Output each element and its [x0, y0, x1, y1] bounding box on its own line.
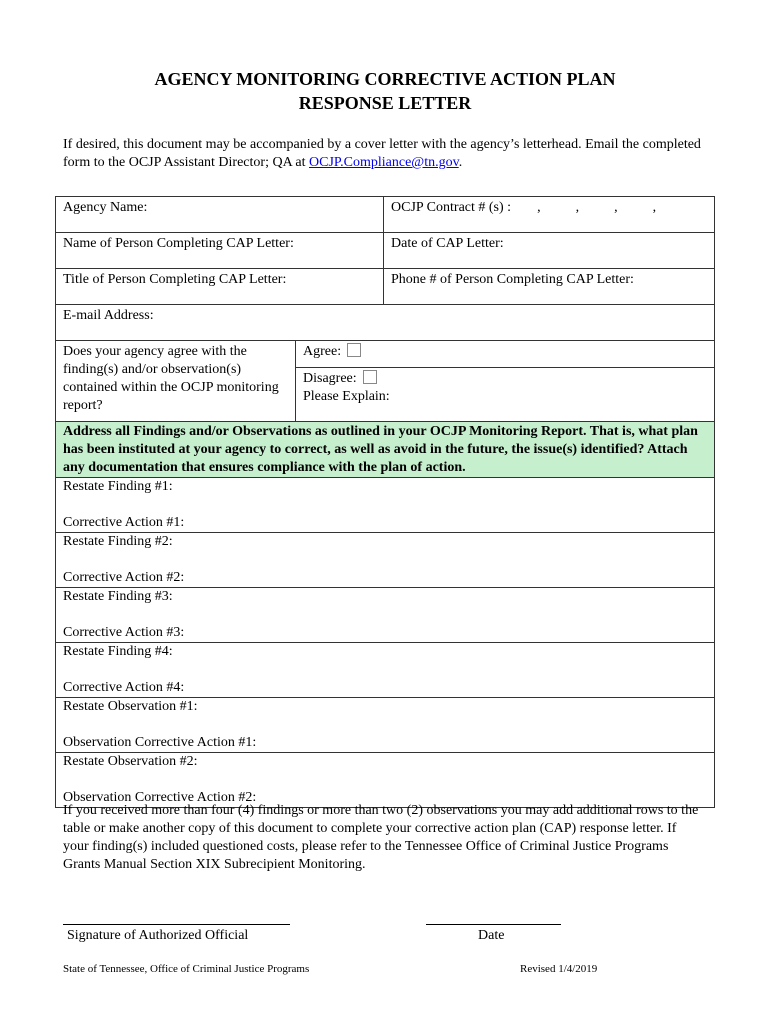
footer-revision: Revised 1/4/2019: [520, 963, 598, 975]
date-label: Date: [478, 928, 505, 943]
date-line[interactable]: [426, 924, 561, 925]
person-title-label: Title of Person Completing CAP Letter:: [63, 272, 287, 287]
cap-date-label: Date of CAP Letter:: [391, 236, 504, 251]
title-line-2: RESPONSE LETTER: [298, 93, 472, 113]
person-name-label: Name of Person Completing CAP Letter:: [63, 236, 294, 251]
disagree-label: Disagree:: [303, 371, 357, 386]
explain-label: Please Explain:: [303, 389, 390, 404]
agree-question: Does your agency agree with the finding(s) and/or observation(s) contained within the OCJP monitoring report?: [56, 341, 296, 422]
compliance-email-link[interactable]: OCJP.Compliance@tn.gov: [309, 155, 459, 170]
intro-text-end: .: [458, 155, 463, 170]
contract-number-field[interactable]: [384, 197, 715, 233]
corrective-action-label: Observation Corrective Action #2:: [63, 790, 257, 805]
restate-label: Restate Finding #2:: [63, 534, 173, 549]
agree-checkbox[interactable]: [347, 343, 361, 357]
corrective-action-label: Observation Corrective Action #1:: [63, 735, 257, 750]
email-address-label: E-mail Address:: [63, 308, 154, 323]
intro-paragraph: [63, 136, 703, 172]
restate-label: Restate Observation #2:: [63, 754, 198, 769]
observation-row[interactable]: [56, 698, 715, 753]
corrective-action-label: Corrective Action #1:: [63, 515, 185, 530]
disagree-option: [296, 368, 715, 422]
corrective-action-label: Corrective Action #2:: [63, 570, 185, 585]
person-title-field[interactable]: [56, 269, 384, 305]
disagree-checkbox[interactable]: [363, 370, 377, 384]
observation-row[interactable]: [56, 753, 715, 808]
person-name-field[interactable]: [56, 233, 384, 269]
finding-row[interactable]: [56, 478, 715, 533]
title-line-1: AGENCY MONITORING CORRECTIVE ACTION PLAN: [154, 69, 616, 89]
intro-text: If desired, this document may be accompanied by a cover letter with the agency’s letterhead. Email the completed form to the OCJP Assistant Director; QA at: [63, 137, 701, 170]
contract-label: OCJP Contract # (s) :: [391, 200, 512, 215]
instructions-banner: Address all Findings and/or Observations as outlined in your OCJP Monitoring Report. That is, what plan has been instituted at your agency to correct, as well as avoid in the future, the issue(s) identified? Attach any documentation that ensures compliance with the plan of action.: [56, 422, 715, 478]
finding-row[interactable]: [56, 588, 715, 643]
footer-agency: State of Tennessee, Office of Criminal Justice Programs: [63, 963, 310, 975]
contract-separators: , , , ,: [537, 200, 657, 215]
agree-option: [296, 341, 715, 368]
email-address-field[interactable]: [56, 305, 715, 341]
corrective-action-label: Corrective Action #4:: [63, 680, 185, 695]
agency-name-label: Agency Name:: [63, 200, 148, 215]
signature-label: Signature of Authorized Official: [67, 928, 249, 943]
finding-row[interactable]: [56, 533, 715, 588]
restate-label: Restate Finding #1:: [63, 479, 173, 494]
restate-label: Restate Observation #1:: [63, 699, 198, 714]
agency-name-field[interactable]: [56, 197, 384, 233]
restate-label: Restate Finding #3:: [63, 589, 173, 604]
document-title: [0, 67, 770, 115]
additional-rows-note: If you received more than four (4) findings or more than two (2) observations you may add additional rows to the table or make another copy of this document to complete your corrective action plan (CAP) response letter. If your finding(s) included questioned costs, please refer to the Tennessee Office of Criminal Justice Programs Grants Manual Section XIX Subrecipient Monitoring.: [63, 803, 699, 872]
phone-label: Phone # of Person Completing CAP Letter:: [391, 272, 634, 287]
corrective-action-label: Corrective Action #3:: [63, 625, 185, 640]
finding-row[interactable]: [56, 643, 715, 698]
agree-label: Agree:: [303, 344, 342, 359]
signature-line[interactable]: [63, 924, 290, 925]
cap-form-table: [55, 196, 715, 808]
restate-label: Restate Finding #4:: [63, 644, 173, 659]
phone-field[interactable]: [384, 269, 715, 305]
cap-date-field[interactable]: [384, 233, 715, 269]
